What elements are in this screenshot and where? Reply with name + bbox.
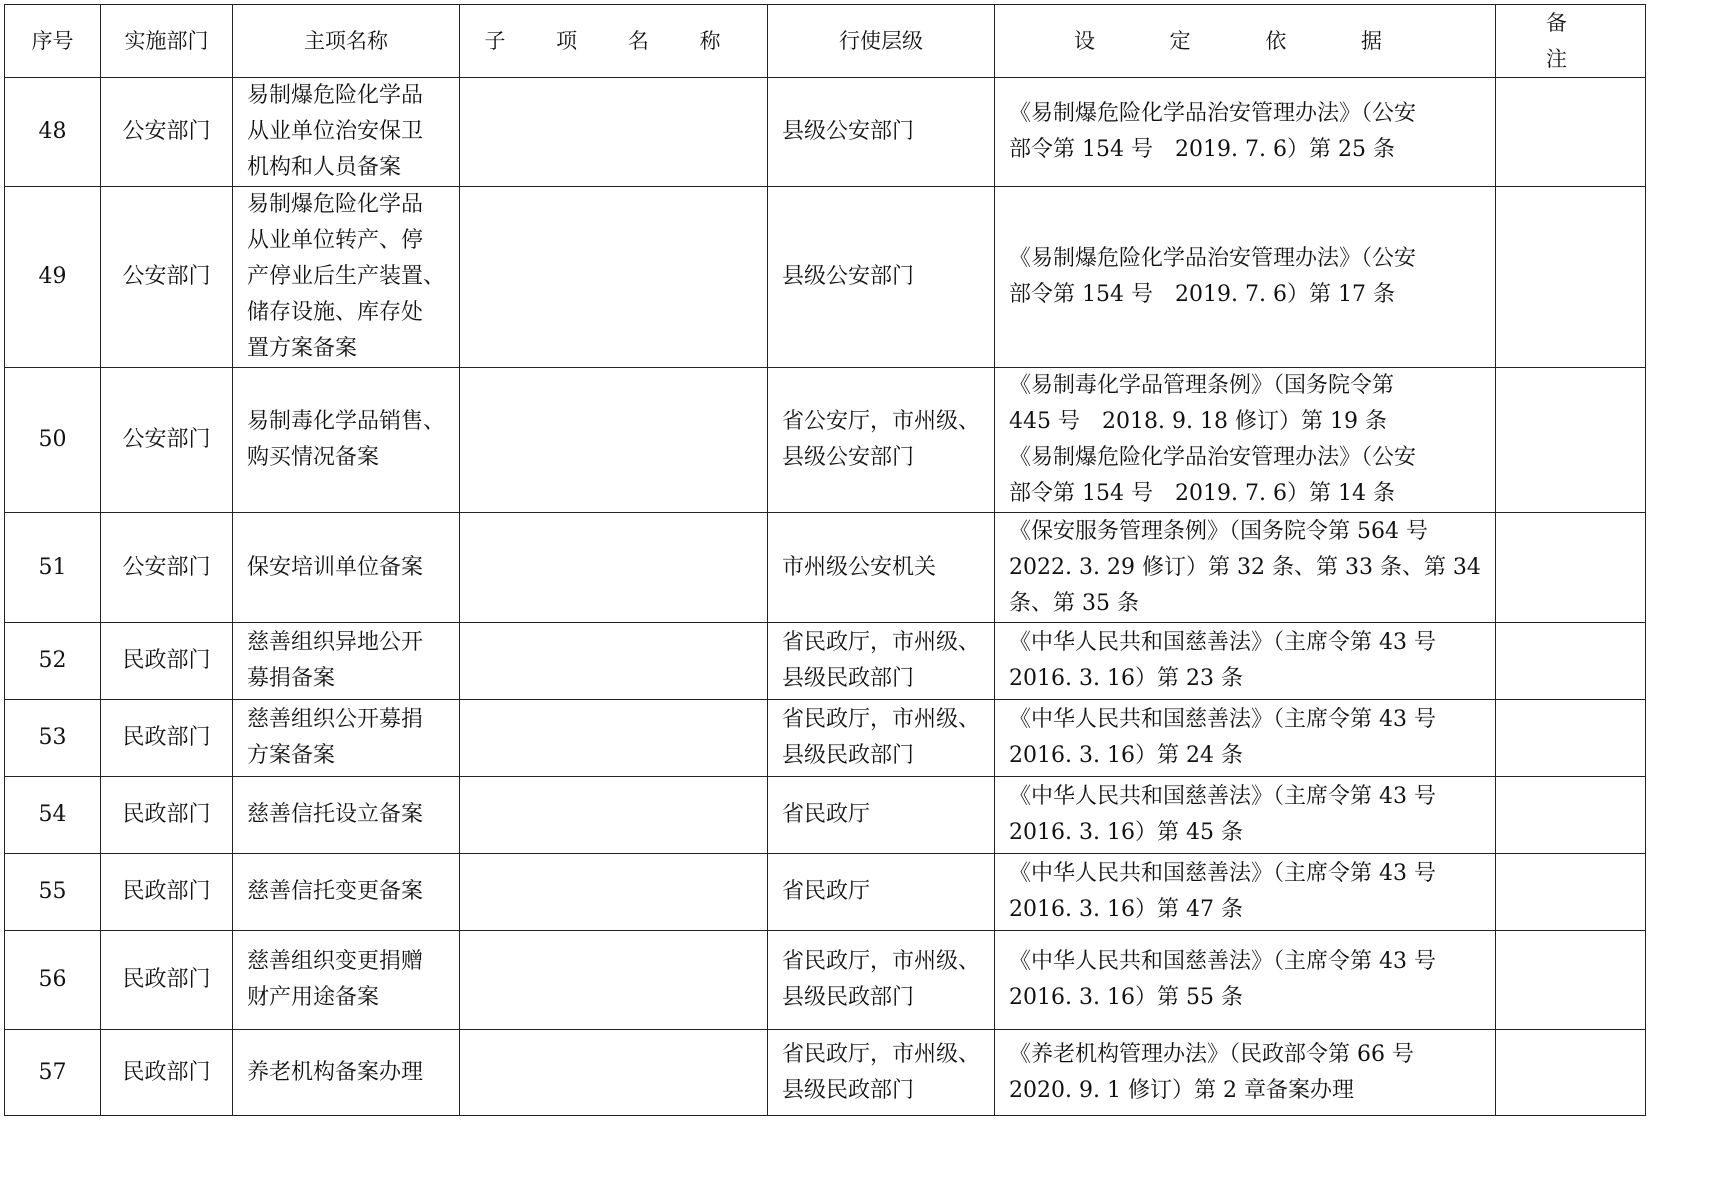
basis-line: 《养老机构管理办法》（民政部令第 66 号	[1009, 1041, 1415, 1067]
implementing-department: 民政部门	[101, 1030, 233, 1116]
table-row	[5, 78, 1646, 187]
table-row	[5, 368, 1646, 513]
main-item-name	[233, 931, 460, 1030]
basis-line: 《保安服务管理条例》（国务院令第 564 号	[1009, 518, 1429, 544]
row-number: 54	[5, 777, 101, 854]
remarks	[1495, 187, 1645, 368]
sub-item-name	[460, 700, 768, 777]
remarks	[1495, 931, 1645, 1030]
sub-item-name	[460, 623, 768, 700]
main-item-name	[233, 368, 460, 513]
remarks	[1495, 513, 1645, 623]
basis-line: 《中华人民共和国慈善法》（主席令第 43 号	[1009, 949, 1437, 974]
row-number: 52	[5, 623, 101, 700]
basis-line: 《易制爆危险化学品治安管理办法》（公安	[1009, 246, 1417, 271]
name-line: 慈善组织变更捐赠	[247, 949, 424, 974]
legal-basis	[995, 1030, 1496, 1116]
level-line: 省民政厅，市州级、	[782, 630, 981, 655]
implementing-department: 公安部门	[101, 187, 233, 368]
basis-line: 2016. 3. 16）第 47 条	[1009, 897, 1243, 922]
exercise-level	[768, 700, 995, 777]
level-line: 县级民政部门	[782, 1077, 915, 1103]
level-line: 省民政厅	[782, 879, 871, 904]
name-line: 慈善信托设立备案	[247, 802, 424, 827]
name-line: 从业单位治安保卫	[247, 119, 424, 144]
col-header-basis: 设 定 依 据	[995, 5, 1496, 78]
implementing-department: 民政部门	[101, 854, 233, 931]
row-number: 53	[5, 700, 101, 777]
legal-basis	[995, 368, 1496, 513]
implementing-department: 民政部门	[101, 777, 233, 854]
legal-basis	[995, 854, 1496, 931]
name-line: 储存设施、库存处	[247, 300, 424, 325]
basis-line: 《易制爆危险化学品治安管理办法》（公安	[1009, 445, 1417, 470]
name-line: 慈善信托变更备案	[247, 879, 424, 904]
name-line: 置方案备案	[247, 336, 358, 361]
main-item-name	[233, 513, 460, 623]
sub-item-name	[460, 1030, 768, 1116]
legal-basis	[995, 513, 1496, 623]
col-header-remarks: 备 注	[1495, 5, 1645, 78]
implementing-department: 民政部门	[101, 623, 233, 700]
table-row	[5, 513, 1646, 623]
basis-line: 445 号 2018. 9. 18 修订）第 19 条	[1009, 409, 1387, 434]
basis-line: 条、第 35 条	[1009, 590, 1140, 616]
col-header-sub-item: 子 项 名 称	[460, 5, 768, 78]
level-line: 省民政厅	[782, 802, 871, 827]
basis-line: 部令第 154 号 2019. 7. 6）第 25 条	[1009, 137, 1395, 162]
sub-item-name	[460, 513, 768, 623]
exercise-level	[768, 368, 995, 513]
exercise-level	[768, 854, 995, 931]
main-item-name	[233, 854, 460, 931]
name-line: 慈善组织公开募捐	[247, 707, 424, 732]
name-line: 方案备案	[247, 743, 336, 768]
main-item-name	[233, 700, 460, 777]
legal-basis	[995, 777, 1496, 854]
level-line: 县级民政部门	[782, 666, 915, 691]
basis-line: 2022. 3. 29 修订）第 32 条、第 33 条、第 34	[1009, 554, 1481, 580]
name-line: 保安培训单位备案	[247, 554, 424, 580]
remarks	[1495, 854, 1645, 931]
implementing-department: 民政部门	[101, 931, 233, 1030]
exercise-level	[768, 187, 995, 368]
sub-item-name	[460, 187, 768, 368]
sub-item-name	[460, 78, 768, 187]
basis-line: 部令第 154 号 2019. 7. 6）第 17 条	[1009, 282, 1395, 307]
level-line: 市州级公安机关	[782, 554, 937, 580]
legal-basis	[995, 187, 1496, 368]
exercise-level	[768, 623, 995, 700]
name-line: 机构和人员备案	[247, 155, 402, 180]
basis-line: 2016. 3. 16）第 55 条	[1009, 985, 1243, 1010]
header-row	[5, 5, 1646, 78]
table-row	[5, 187, 1646, 368]
name-line: 购买情况备案	[247, 445, 380, 470]
name-line: 慈善组织异地公开	[247, 630, 424, 655]
level-line: 县级公安部门	[782, 264, 915, 289]
name-line: 养老机构备案办理	[247, 1059, 424, 1085]
exercise-level	[768, 78, 995, 187]
basis-line: 《中华人民共和国慈善法》（主席令第 43 号	[1009, 707, 1437, 732]
table-row	[5, 623, 1646, 700]
sub-item-name	[460, 854, 768, 931]
name-line: 易制爆危险化学品	[247, 192, 424, 217]
legal-basis	[995, 78, 1496, 187]
level-line: 县级公安部门	[782, 445, 915, 470]
exercise-level	[768, 931, 995, 1030]
sub-item-name	[460, 931, 768, 1030]
legal-basis	[995, 931, 1496, 1030]
remarks	[1495, 368, 1645, 513]
remarks	[1495, 700, 1645, 777]
level-line: 县级民政部门	[782, 743, 915, 768]
level-line: 县级公安部门	[782, 119, 915, 144]
legal-basis	[995, 623, 1496, 700]
table-row	[5, 854, 1646, 931]
remarks	[1495, 777, 1645, 854]
table-row	[5, 931, 1646, 1030]
basis-line: 2016. 3. 16）第 45 条	[1009, 820, 1243, 845]
table-row	[5, 700, 1646, 777]
main-item-name	[233, 187, 460, 368]
col-header-main-item: 主项名称	[233, 5, 460, 78]
main-item-name	[233, 777, 460, 854]
basis-line: 《中华人民共和国慈善法》（主席令第 43 号	[1009, 861, 1437, 886]
remarks	[1495, 1030, 1645, 1116]
implementing-department: 民政部门	[101, 700, 233, 777]
main-item-name	[233, 623, 460, 700]
name-line: 募捐备案	[247, 666, 336, 691]
name-line: 易制毒化学品销售、	[247, 409, 446, 434]
row-number: 48	[5, 78, 101, 187]
remarks	[1495, 78, 1645, 187]
row-number: 50	[5, 368, 101, 513]
row-number: 55	[5, 854, 101, 931]
table-row	[5, 777, 1646, 854]
row-number: 51	[5, 513, 101, 623]
basis-line: 2016. 3. 16）第 23 条	[1009, 666, 1243, 691]
basis-line: 《易制毒化学品管理条例》（国务院令第	[1009, 373, 1395, 398]
main-item-name	[233, 78, 460, 187]
col-header-dept: 实施部门	[101, 5, 233, 78]
sub-item-name	[460, 368, 768, 513]
basis-line: 2020. 9. 1 修订）第 2 章备案办理	[1009, 1077, 1354, 1103]
implementing-department: 公安部门	[101, 513, 233, 623]
basis-line: 2016. 3. 16）第 24 条	[1009, 743, 1243, 768]
main-item-name	[233, 1030, 460, 1116]
basis-line: 部令第 154 号 2019. 7. 6）第 14 条	[1009, 481, 1395, 506]
sub-item-name	[460, 777, 768, 854]
name-line: 从业单位转产、停	[247, 228, 424, 253]
level-line: 省公安厅，市州级、	[782, 409, 981, 434]
table-row	[5, 1030, 1646, 1116]
level-line: 县级民政部门	[782, 985, 915, 1010]
remarks	[1495, 623, 1645, 700]
implementing-department: 公安部门	[101, 368, 233, 513]
basis-line: 《中华人民共和国慈善法》（主席令第 43 号	[1009, 630, 1437, 655]
basis-line: 《易制爆危险化学品治安管理办法》（公安	[1009, 101, 1417, 126]
name-line: 易制爆危险化学品	[247, 83, 424, 108]
level-line: 省民政厅，市州级、	[782, 707, 981, 732]
row-number: 49	[5, 187, 101, 368]
implementing-department: 公安部门	[101, 78, 233, 187]
basis-line: 《中华人民共和国慈善法》（主席令第 43 号	[1009, 784, 1437, 809]
col-header-level: 行使层级	[768, 5, 995, 78]
filing-items-table	[4, 4, 1646, 1116]
name-line: 产停业后生产装置、	[247, 264, 446, 289]
legal-basis	[995, 700, 1496, 777]
row-number: 57	[5, 1030, 101, 1116]
exercise-level	[768, 777, 995, 854]
level-line: 省民政厅，市州级、	[782, 1041, 981, 1067]
exercise-level	[768, 1030, 995, 1116]
name-line: 财产用途备案	[247, 985, 380, 1010]
level-line: 省民政厅，市州级、	[782, 949, 981, 974]
exercise-level	[768, 513, 995, 623]
row-number: 56	[5, 931, 101, 1030]
col-header-no: 序号	[5, 5, 101, 78]
